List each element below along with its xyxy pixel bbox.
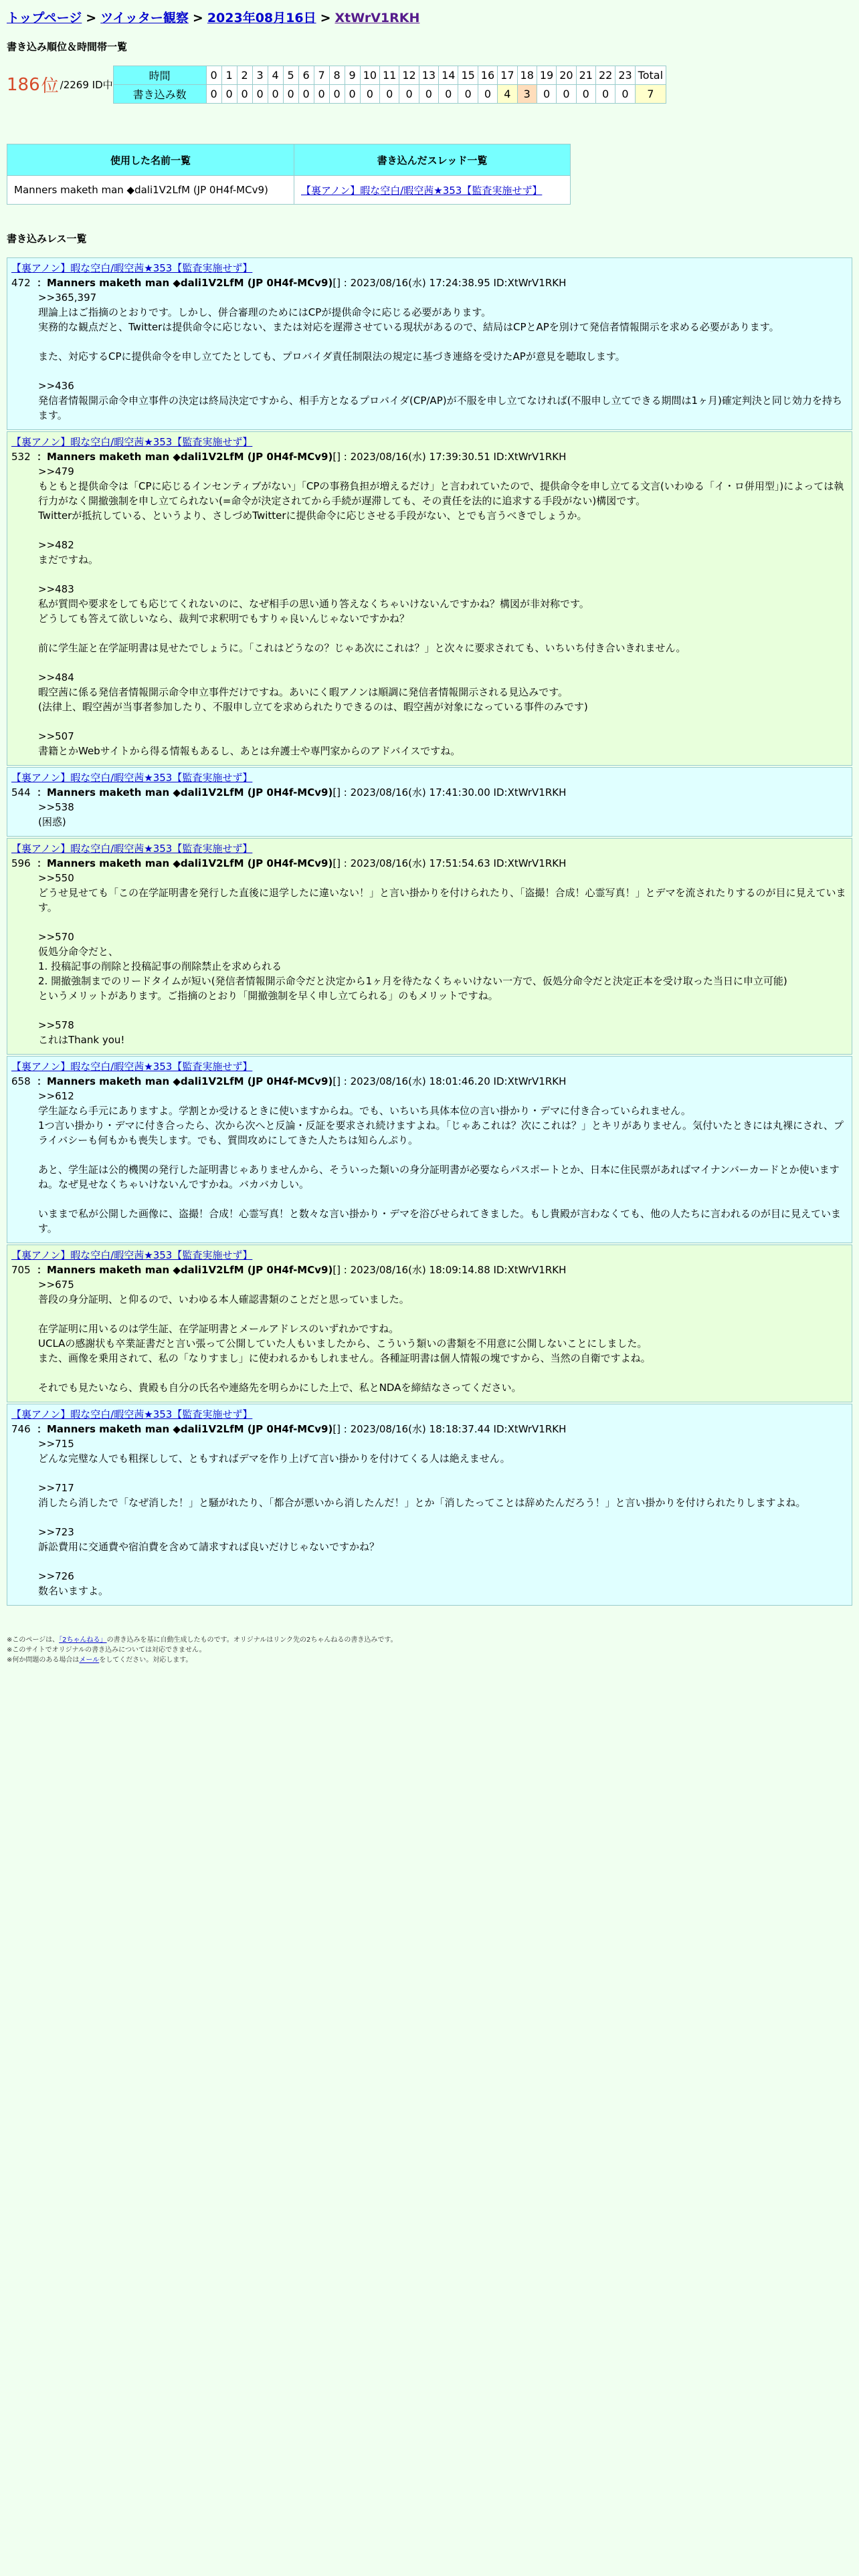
post-reply-anchor[interactable]: >>570 xyxy=(38,931,74,943)
post-reply-anchor[interactable]: >>717 xyxy=(38,1482,74,1494)
count-cell: 3 xyxy=(517,85,537,104)
footer-line xyxy=(7,1655,852,1665)
post-line-gap xyxy=(38,1466,848,1481)
post-reply-anchor[interactable]: >>612 xyxy=(38,1090,74,1102)
hour-cell: 23 xyxy=(615,66,635,85)
rank-suffix: 位 xyxy=(41,76,59,96)
post-author-name: ：Manners maketh man ◆dali1V2LfM (JP 0H4f-MCv9) xyxy=(37,451,333,463)
threads-header: 書き込んだスレッド一覧 xyxy=(294,144,571,176)
count-total: 7 xyxy=(635,85,666,104)
ranking-section-title: 書き込み順位＆時間帯一覧 xyxy=(7,41,128,53)
post-header xyxy=(11,1074,848,1089)
post-body xyxy=(38,871,848,1047)
post-line: Twitterが抵抗している、というより、さしづめTwitterに提供命令に応じさせる手段がない、とでも言うべきでしょうか。 xyxy=(38,510,587,522)
rank-number: 186 xyxy=(7,74,40,95)
post-line-gap xyxy=(38,1307,848,1321)
breadcrumb xyxy=(7,8,852,26)
post-header xyxy=(11,276,848,290)
post-line: どうせ見せても「この在学証明書を発行した直後に退学したに違いない！」と言い掛かりを付けられたり、「盗撮！合成！心霊写真！」とデマを流されたりするのが目に見えています。 xyxy=(38,887,846,914)
post-number: 596 xyxy=(11,857,31,869)
post-line: 前に学生証と在学証明書は見せたでしょうに。「これはどうなの？じゃあ次にこれは？」と次々に要求されても、いちいち付き合いきれません。 xyxy=(38,642,686,654)
post-header xyxy=(11,449,848,464)
post-line: UCLAの感謝状も卒業証書だと言い張って公開していた人もいましたから、こういう類いの書類を不用意に公開しないことにしました。 xyxy=(38,1337,648,1350)
post-line: 1つ言い掛かり・デマに付き合ったら、次から次へと反論・反証を要求され続けますよね。「じゃあこれは？次にこれは？」とキリがありません。気付いたときには丸裸にされ、プライバシーも何もかも喪失します。でも、質問攻めにしてきた人たちは知らんぷり。 xyxy=(38,1119,844,1146)
post-line-gap xyxy=(38,1192,848,1206)
hours-table xyxy=(113,66,666,104)
count-cell: 0 xyxy=(298,85,314,104)
post-line-gap xyxy=(38,364,848,379)
footer-text: の書き込みを基に自動生成したものです。オリジナルはリンク先の2ちゃんねるの書き込みです。 xyxy=(106,1636,397,1644)
post-line-gap xyxy=(38,1366,848,1380)
post-meta: [] : 2023/08/16(水) 17:39:30.51 ID:XtWrV1RKH xyxy=(332,451,567,463)
post-author-name: ：Manners maketh man ◆dali1V2LfM (JP 0H4f-MCv9) xyxy=(37,1423,333,1435)
post-line-gap xyxy=(38,567,848,582)
post-reply-anchor[interactable]: >>675 xyxy=(38,1279,74,1291)
post-line-gap xyxy=(38,626,848,641)
hour-cell: 14 xyxy=(439,66,458,85)
posts-section-title: 書き込みレス一覧 xyxy=(7,233,87,245)
post-thread-link[interactable]: 【裏アノン】暇な空白/暇空茜★353【監査実施せず】 xyxy=(11,436,253,448)
post-reply-anchor[interactable]: >>484 xyxy=(38,671,74,683)
post-thread-link[interactable]: 【裏アノン】暇な空白/暇空茜★353【監査実施せず】 xyxy=(11,262,253,274)
count-cell: 0 xyxy=(360,85,379,104)
count-cell: 0 xyxy=(314,85,329,104)
rank-total: /2269 ID中 xyxy=(60,79,113,91)
post-reply-anchor[interactable]: >>578 xyxy=(38,1019,74,1031)
count-cell: 0 xyxy=(595,85,615,104)
hour-cell: 13 xyxy=(419,66,438,85)
post-line-gap xyxy=(38,523,848,538)
post-reply-anchor[interactable]: >>723 xyxy=(38,1526,74,1538)
hour-cell: 20 xyxy=(557,66,576,85)
post-meta: [] : 2023/08/16(水) 18:18:37.44 ID:XtWrV1RKH xyxy=(332,1423,567,1435)
hour-cell: 11 xyxy=(380,66,399,85)
post-line-gap xyxy=(38,1510,848,1525)
footer-text: ※このページは、 xyxy=(7,1636,60,1644)
post xyxy=(7,1056,852,1243)
hour-cell: 10 xyxy=(360,66,379,85)
count-cell: 0 xyxy=(576,85,595,104)
post-meta: [] : 2023/08/16(水) 17:41:30.00 ID:XtWrV1RKH xyxy=(332,786,567,798)
post-body xyxy=(38,1436,848,1598)
post-line-gap xyxy=(38,655,848,670)
hour-cell: 6 xyxy=(298,66,314,85)
post-number: 472 xyxy=(11,277,31,289)
post-line: それでも見たいなら、貴殿も自分の氏名や連絡先を明らかにした上で、私とNDAを締結なさってください。 xyxy=(38,1382,522,1394)
post-meta: [] : 2023/08/16(水) 18:09:14.88 ID:XtWrV1RKH xyxy=(332,1264,567,1276)
post-thread-link[interactable]: 【裏アノン】暇な空白/暇空茜★353【監査実施せず】 xyxy=(11,1061,253,1073)
post-line-gap xyxy=(38,915,848,930)
post-line: 数名いますよ。 xyxy=(38,1585,109,1597)
post-author-name: ：Manners maketh man ◆dali1V2LfM (JP 0H4f-MCv9) xyxy=(37,1264,333,1276)
post-line: また、対応するCPに提供命令を申し立てたとしても、プロバイダ責任制限法の規定に基づき連絡を受けたAPが意見を聴取します。 xyxy=(38,350,626,362)
post-thread-link[interactable]: 【裏アノン】暇な空白/暇空茜★353【監査実施せず】 xyxy=(11,1408,253,1420)
post-author-name: ：Manners maketh man ◆dali1V2LfM (JP 0H4f-MCv9) xyxy=(37,786,333,798)
hour-cell: 1 xyxy=(221,66,237,85)
post-line: 発信者情報開示命令申立事件の決定は終局決定ですから、相手方となるプロバイダ(CP/AP)が不服を申し立てなければ(不服申し立てできる期間は1ヶ月)確定判決と同じ効力を持ちます。 xyxy=(38,395,842,421)
hours-header-row xyxy=(113,66,666,85)
hour-cell: 16 xyxy=(478,66,497,85)
post-line: 仮処分命令だと、 xyxy=(38,946,119,958)
posts-list xyxy=(7,257,852,1606)
post-meta: [] : 2023/08/16(水) 17:24:38.95 ID:XtWrV1RKH xyxy=(332,277,567,289)
count-cell: 0 xyxy=(419,85,438,104)
hour-cell: 15 xyxy=(458,66,478,85)
hour-cell: 21 xyxy=(576,66,595,85)
footer-2ch-link[interactable]: 「2ちゃんねる」 xyxy=(59,1636,107,1644)
counts-row xyxy=(113,85,666,104)
post-reply-anchor[interactable]: >>482 xyxy=(38,539,74,551)
post-header xyxy=(11,856,848,871)
post-number: 746 xyxy=(11,1423,31,1435)
hour-total-header: Total xyxy=(635,66,666,85)
post-line: まだですね。 xyxy=(38,554,99,566)
post-line: 消したら消したで「なぜ消した！」と騒がれたり、「都合が悪いから消したんだ！」とか「消したってことは辞めたんだろう！」と言い掛かりを付けられたりしますよね。 xyxy=(38,1497,806,1509)
breadcrumb-separator: > xyxy=(320,11,331,25)
post-header xyxy=(11,1263,848,1277)
post-line: 普段の身分証明、と仰るので、いわゆる本人確認書類のことだと思っていました。 xyxy=(38,1293,409,1305)
count-cell: 0 xyxy=(458,85,478,104)
post xyxy=(7,431,852,766)
footer-line: ※このサイトでオリジナルの書き込みについては対応できません。 xyxy=(7,1646,206,1654)
post-line: どうしても答えて欲しいなら、裁判で求釈明でもすりゃ良いんじゃないですかね？ xyxy=(38,613,410,625)
post-thread-link[interactable]: 【裏アノン】暇な空白/暇空茜★353【監査実施せず】 xyxy=(11,1249,253,1261)
post-reply-anchor[interactable]: >>538 xyxy=(38,801,74,813)
post-header xyxy=(11,785,848,800)
post-thread-link[interactable]: 【裏アノン】暇な空白/暇空茜★353【監査実施せず】 xyxy=(11,772,253,784)
count-cell: 0 xyxy=(283,85,298,104)
post-author-name: ：Manners maketh man ◆dali1V2LfM (JP 0H4f-MCv9) xyxy=(37,277,333,289)
post-line: 書籍とかWebサイトから得る情報もあるし、あとは弁護士や専門家からのアドバイスですね。 xyxy=(38,745,461,757)
post-line: これはThank you! xyxy=(38,1034,125,1046)
post-number: 544 xyxy=(11,786,31,798)
post-reply-anchor[interactable]: >>365,397 xyxy=(38,292,97,304)
count-cell: 0 xyxy=(439,85,458,104)
breadcrumb-date-link[interactable]: 2023年08月16日 xyxy=(207,11,316,25)
thread-cell xyxy=(294,176,571,205)
hour-cell: 2 xyxy=(237,66,252,85)
count-cell: 0 xyxy=(329,85,345,104)
post-thread-link[interactable]: 【裏アノン】暇な空白/暇空茜★353【監査実施せず】 xyxy=(11,843,253,855)
count-cell: 0 xyxy=(206,85,221,104)
post-line-gap xyxy=(38,334,848,349)
post-line: 訴訟費用に交通費や宿泊費を含めて請求すれば良いだけじゃないですかね？ xyxy=(38,1541,380,1553)
count-cell: 0 xyxy=(557,85,576,104)
counts-row-label: 書き込み数 xyxy=(113,85,206,104)
count-cell: 0 xyxy=(615,85,635,104)
footer-text: ※何か問題のある場合は xyxy=(7,1656,80,1664)
count-cell: 0 xyxy=(399,85,419,104)
post-reply-anchor[interactable]: >>507 xyxy=(38,730,74,742)
post-body xyxy=(38,800,848,829)
names-header: 使用した名前一覧 xyxy=(7,144,294,176)
post-reply-anchor[interactable]: >>715 xyxy=(38,1438,74,1450)
post-line-gap xyxy=(38,1554,848,1569)
post-line: (法律上、暇空茜が当事者参加したり、不服申し立てを求められたりできるのは、暇空茜が対象になっている事件のみです) xyxy=(38,701,588,713)
thread-link[interactable]: 【裏アノン】暇な空白/暇空茜★353【監査実施せず】 xyxy=(301,184,543,197)
post-body xyxy=(38,290,848,423)
post-line: 学生証なら手元にありますよ。学割とか受けるときに使いますからね。でも、いちいち具体本位の言い掛かり・デマに付き合っていられません。 xyxy=(38,1105,691,1117)
footer-mail-link[interactable]: メール xyxy=(79,1656,100,1664)
count-cell: 0 xyxy=(268,85,283,104)
post-line: 私が質問や要求をしても応じてくれないのに、なぜ相手の思い通り答えなくちゃいけないんですかね？構図が非対称です。 xyxy=(38,598,589,610)
post-header xyxy=(11,1422,848,1436)
used-name: Manners maketh man ◆dali1V2LfM (JP 0H4f-MCv9) xyxy=(7,176,294,205)
count-cell: 0 xyxy=(221,85,237,104)
post-line: (困惑) xyxy=(38,816,66,828)
post-line: 暇空茜に係る発信者情報開示命令申立事件だけですね。あいにく暇アノンは順調に発信者情報開示される見込みです。 xyxy=(38,686,569,698)
count-cell: 0 xyxy=(537,85,556,104)
count-cell: 0 xyxy=(237,85,252,104)
hour-cell: 0 xyxy=(206,66,221,85)
post xyxy=(7,1245,852,1402)
post-body xyxy=(38,1277,848,1395)
post-line-gap xyxy=(38,714,848,729)
footer-line xyxy=(7,1635,852,1645)
post-line-gap xyxy=(38,1148,848,1162)
post-reply-anchor[interactable]: >>479 xyxy=(38,465,74,477)
post xyxy=(7,767,852,837)
hour-cell: 9 xyxy=(345,66,360,85)
post-meta: [] : 2023/08/16(水) 18:01:46.20 ID:XtWrV1RKH xyxy=(332,1075,567,1087)
post xyxy=(7,257,852,430)
post-line: どんな完璧な人でも粗探しして、ともすればデマを作り上げて言い掛かりを付けてくる人は絶えません。 xyxy=(38,1453,510,1465)
count-cell: 0 xyxy=(380,85,399,104)
post-line: というメリットがあります。ご指摘のとおり「開撤強制を早く申し立てられる」のもメリットですね。 xyxy=(38,990,498,1002)
post-line: 実務的な観点だと、Twitterは提供命令に応じない、または対応を遅滞させている現状があるので、結局はCPとAPを別けて発信者情報開示を求める必要があります。 xyxy=(38,321,779,333)
hour-cell: 17 xyxy=(498,66,517,85)
post-number: 705 xyxy=(11,1264,31,1276)
hours-row-label: 時間 xyxy=(113,66,206,85)
count-cell: 0 xyxy=(345,85,360,104)
post-body xyxy=(38,1089,848,1236)
breadcrumb-separator: > xyxy=(86,11,97,25)
count-cell: 4 xyxy=(498,85,517,104)
post-line-gap xyxy=(38,1003,848,1018)
ranking-row xyxy=(7,66,852,104)
breadcrumb-twitter-link[interactable]: ツイッター観察 xyxy=(100,11,189,25)
hour-cell: 18 xyxy=(517,66,537,85)
post-meta: [] : 2023/08/16(水) 17:51:54.63 ID:XtWrV1RKH xyxy=(332,857,567,869)
hour-cell: 8 xyxy=(329,66,345,85)
hour-cell: 3 xyxy=(252,66,268,85)
post-line: 1. 投稿記事の削除と投稿記事の削除禁止を求められる xyxy=(38,960,282,972)
post-line: また、画像を乗用されて、私の「なりすまし」に使われるかもしれません。各種証明書は個人情報の塊ですから、当然の自衛ですよね。 xyxy=(38,1352,651,1364)
post-body xyxy=(38,464,848,758)
post-line: 2. 開撤強制までのリードタイムが短い(発信者情報開示命令だと決定から1ヶ月を待たなくちゃいけない一方で、仮処分命令だと決定正本を受け取った当日に申立可能) xyxy=(38,975,787,987)
names-threads-table xyxy=(7,144,571,205)
post-line: 理論上はご指摘のとおりです。しかし、併合審理のためにはCPが提供命令に応じる必要があります。 xyxy=(38,306,492,318)
hour-cell: 5 xyxy=(283,66,298,85)
count-cell: 0 xyxy=(252,85,268,104)
post-reply-anchor[interactable]: >>483 xyxy=(38,583,74,595)
post-number: 532 xyxy=(11,451,31,463)
post-line: 在学証明に用いるのは学生証、在学証明書とメールアドレスのいずれかですね。 xyxy=(38,1323,399,1335)
post xyxy=(7,838,852,1055)
post-author-name: ：Manners maketh man ◆dali1V2LfM (JP 0H4f-MCv9) xyxy=(37,1075,333,1087)
hour-cell: 22 xyxy=(595,66,615,85)
hour-cell: 19 xyxy=(537,66,556,85)
post-author-name: ：Manners maketh man ◆dali1V2LfM (JP 0H4f-MCv9) xyxy=(37,857,333,869)
breadcrumb-top-link[interactable]: トップページ xyxy=(7,11,82,25)
count-cell: 0 xyxy=(478,85,497,104)
hour-cell: 7 xyxy=(314,66,329,85)
breadcrumb-id-link[interactable]: XtWrV1RKH xyxy=(335,11,420,25)
post-line: もともと提供命令は「CPに応じるインセンティブがない」「CPの事務負担が増えるだけ」と言われていたので、提供命令を申し立てる文言(いわゆる「イ・ロ併用型」)によっては執行力がなく開撤強制を申し立てられない(=命令が決定されてから手続が遅滞しても、その責任を法的に追求する手段がない)構図です。 xyxy=(38,480,844,507)
post-number: 658 xyxy=(11,1075,31,1087)
post-reply-anchor[interactable]: >>550 xyxy=(38,872,74,884)
footer xyxy=(7,1635,852,1665)
post-reply-anchor[interactable]: >>436 xyxy=(38,380,74,392)
hour-cell: 4 xyxy=(268,66,283,85)
footer-text: をしてください。対応します。 xyxy=(99,1656,193,1664)
post-line: あと、学生証は公的機関の発行した証明書じゃありませんから、そういった類いの身分証明書が必要ならパスポートとか、日本に住民票があればマイナンバーカードとか使いますね。なぜ見せなくちゃいけないんですかね。バカバカしい。 xyxy=(38,1164,840,1190)
post-reply-anchor[interactable]: >>726 xyxy=(38,1570,74,1582)
hour-cell: 12 xyxy=(399,66,419,85)
post-line: いままで私が公開した画像に、盗撮！合成！心霊写真！と数々な言い掛かり・デマを浴びせられてきました。もし貴殿が言わなくても、他の人たちに言われるのが目に見えています。 xyxy=(38,1208,842,1235)
post xyxy=(7,1404,852,1606)
breadcrumb-separator: > xyxy=(192,11,203,25)
